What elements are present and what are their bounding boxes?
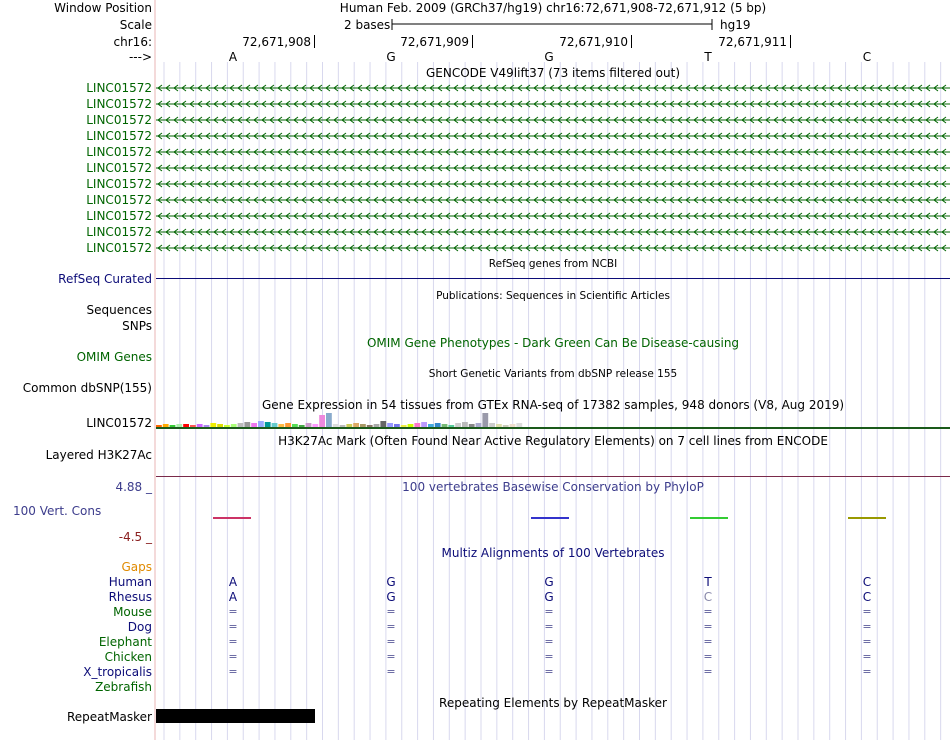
multiz-species-label[interactable]: Chicken [104,650,152,664]
gtex-tissue-bar [204,425,210,427]
gtex-tissue-bar [326,413,332,427]
gtex-tissue-bar [197,424,203,427]
gtex-tissue-bar [244,422,250,427]
sequences-label[interactable]: Sequences [86,303,152,317]
gencode-track-title: GENCODE V49lift37 (73 items filtered out) [425,66,680,80]
gtex-tissue-bar [258,421,264,427]
gencode-transcript-line[interactable] [156,162,950,174]
window-position-label: Window Position [54,1,152,15]
multiz-species-label[interactable]: Rhesus [108,590,152,604]
ruler-tick [314,35,315,48]
multiz-base: = [228,620,238,633]
gencode-transcript-line[interactable] [156,242,950,254]
gtex-tissue-bar [489,423,495,427]
multiz-species-label[interactable]: Mouse [113,605,152,619]
gencode-transcript-line[interactable] [156,114,950,126]
h3k27ac-baseline [156,476,950,477]
gtex-tissue-bar [251,423,257,427]
base-letter: C [862,50,872,64]
omim-label[interactable]: OMIM Genes [76,350,152,364]
multiz-base: = [386,620,396,633]
gtex-tissue-bar [292,424,298,427]
gencode-transcript-label[interactable]: LINC01572 [86,241,152,255]
gencode-transcript-label[interactable]: LINC01572 [86,81,152,95]
gencode-transcript-label[interactable]: LINC01572 [86,97,152,111]
multiz-base: G [544,575,554,589]
multiz-base: = [862,650,872,663]
phylop-label[interactable]: 100 Vert. Cons [13,504,102,518]
gtex-tissue-bar [170,425,176,427]
base-letter: A [228,50,238,64]
multiz-base: G [386,575,396,589]
base-letter: T [704,50,712,64]
multiz-base: = [703,650,713,663]
multiz-species-label[interactable]: Dog [127,620,152,634]
phylop-signal[interactable] [156,510,950,526]
gencode-transcript-label[interactable]: LINC01572 [86,161,152,175]
gencode-transcript-line[interactable] [156,146,950,158]
gtex-tissue-bar [428,424,434,427]
repeatmasker-track-title: Repeating Elements by RepeatMasker [439,696,667,710]
gtex-tissue-bar [476,423,482,427]
gencode-transcript-line[interactable] [156,178,950,190]
multiz-base: = [544,620,554,633]
base-letter: G [386,50,396,64]
multiz-base: = [544,650,554,663]
gtex-tissue-bar [183,424,189,427]
multiz-base: = [703,605,713,618]
multiz-base: = [544,635,554,648]
gtex-tissue-bar [333,424,339,427]
chrom-label: chr16: [113,35,152,49]
gencode-transcript-line[interactable] [156,130,950,142]
gtex-tissue-bar [448,425,454,427]
multiz-track-title: Multiz Alignments of 100 Vertebrates [441,546,665,560]
gtex-tissue-bar [482,413,488,427]
multiz-base: = [862,635,872,648]
multiz-base: = [228,665,238,678]
multiz-base: C [862,575,872,589]
gtex-tissue-bar [340,425,346,427]
gtex-tissue-bar [401,425,407,427]
base-letter: G [544,50,554,64]
gtex-tissue-bar [319,415,325,427]
gtex-tissue-bar [346,424,352,427]
gtex-tissue-bar [360,424,366,427]
multiz-species-label[interactable]: X_tropicalis [83,665,152,679]
assembly-label: hg19 [720,18,751,32]
multiz-base: = [228,650,238,663]
gencode-transcript-line[interactable] [156,98,950,110]
gtex-tissue-bar [408,424,414,427]
multiz-base: = [228,635,238,648]
gtex-tissue-bar [421,422,427,427]
multiz-base: = [386,605,396,618]
snps-label[interactable]: SNPs [122,319,152,333]
gencode-transcript-label[interactable]: LINC01572 [86,177,152,191]
dbsnp-label[interactable]: Common dbSNP(155) [22,381,152,395]
multiz-species-label[interactable]: Zebrafish [95,680,152,694]
gtex-tissue-bar [156,425,162,427]
multiz-base: = [386,665,396,678]
ruler-tick [790,35,791,48]
gencode-transcript-label[interactable]: LINC01572 [86,209,152,223]
refseq-gene-line[interactable] [156,278,950,279]
gtex-tissue-bar [163,424,169,427]
gtex-tissue-bar [217,424,223,427]
multiz-base: G [544,590,554,604]
gtex-tissue-bar [414,423,420,427]
gtex-tissue-bar [285,423,291,427]
gtex-tissue-bar [516,423,522,427]
multiz-base: T [704,575,712,589]
phylop-max: 4.88 _ [115,480,152,494]
strand-label: ---> [128,50,152,64]
omim-track-title: OMIM Gene Phenotypes - Dark Green Can Be Disease-causing [366,336,740,350]
ruler-tick [631,35,632,48]
gtex-tissue-bar [503,425,509,427]
multiz-base: = [703,620,713,633]
gtex-label[interactable]: LINC01572 [86,416,152,430]
multiz-species-label[interactable]: Elephant [98,635,152,649]
multiz-base: = [703,665,713,678]
multiz-base: C [703,590,713,604]
gtex-tissue-bar [367,425,373,427]
ruler-position-label: 72,671,911 [718,35,787,49]
gtex-expression-bars[interactable] [156,410,950,430]
gtex-tissue-bar [265,422,271,427]
multiz-base: = [544,665,554,678]
window-position-value: Human Feb. 2009 (GRCh37/hg19) chr16:72,671,908-72,671,912 (5 bp) [339,1,767,15]
multiz-base: = [228,605,238,618]
gtex-tissue-bar [306,423,312,427]
gencode-transcript-line[interactable] [156,226,950,238]
ruler-position-label: 72,671,909 [400,35,469,49]
multiz-base: C [862,590,872,604]
refseq-track-title: RefSeq genes from NCBI [488,258,618,270]
multiz-base: = [862,620,872,633]
gencode-transcript-line[interactable] [156,194,950,206]
ruler-position-label: 72,671,910 [559,35,628,49]
multiz-base: = [386,635,396,648]
gtex-tissue-bar [510,424,516,427]
gencode-transcript-line[interactable] [156,82,950,94]
multiz-base: = [862,605,872,618]
gaps-label: Gaps [121,560,152,574]
gencode-transcript-line[interactable] [156,210,950,222]
gtex-tissue-bar [238,423,244,427]
multiz-base: A [228,575,238,589]
gencode-transcript-label[interactable]: LINC01572 [86,193,152,207]
refseq-label[interactable]: RefSeq Curated [58,272,152,286]
multiz-base: G [386,590,396,604]
gtex-tissue-bar [176,424,182,427]
ruler-position-label: 72,671,908 [242,35,311,49]
gtex-tissue-bar [224,425,230,427]
scale-label: Scale [119,18,152,32]
repeatmasker-element[interactable] [156,709,315,723]
multiz-base: = [862,665,872,678]
gtex-tissue-bar [374,424,380,427]
phylop-min: -4.5 _ [118,530,152,544]
multiz-species-label[interactable]: Human [108,575,152,589]
gtex-tissue-bar [210,423,216,427]
gtex-tissue-bar [380,421,386,427]
gtex-tissue-bar [312,424,318,427]
publications-track-title: Publications: Sequences in Scientific Articles [436,290,670,302]
gtex-tissue-bar [278,424,284,427]
gtex-tissue-bar [272,423,278,427]
gtex-tissue-bar [435,423,441,427]
multiz-base: = [386,650,396,663]
ruler-tick [472,35,473,48]
gtex-tissue-bar [353,423,359,427]
phylop-track-title: 100 vertebrates Basewise Conservation by PhyloP [402,480,704,494]
gencode-transcript-label[interactable]: LINC01572 [86,225,152,239]
gtex-tissue-bar [455,423,461,427]
multiz-base: A [228,590,238,604]
gtex-tissue-bar [394,424,400,427]
gtex-tissue-bar [496,424,502,427]
multiz-base: = [544,605,554,618]
gtex-tissue-bar [299,425,305,427]
gencode-transcript-label[interactable]: LINC01572 [86,145,152,159]
gtex-track-title: Gene Expression in 54 tissues from GTEx RNA-seq of 17382 samples, 948 donors (V8, Aug 2019) [261,398,845,412]
multiz-base: = [703,635,713,648]
dbsnp-track-title: Short Genetic Variants from dbSNP release 155 [428,368,678,380]
gtex-tissue-bar [442,424,448,427]
gencode-transcript-label[interactable]: LINC01572 [86,129,152,143]
gtex-tissue-bar [190,425,196,427]
gtex-tissue-bar [387,423,393,427]
gtex-tissue-bar [231,424,237,427]
gtex-tissue-bar [462,422,468,427]
gtex-tissue-bar [469,424,475,427]
scale-bar [390,17,718,31]
h3k27ac-track-title: H3K27Ac Mark (Often Found Near Active Regulatory Elements) on 7 cell lines from ENCODE [278,434,828,448]
h3k27ac-label[interactable]: Layered H3K27Ac [45,448,152,462]
repeatmasker-label[interactable]: RepeatMasker [66,710,152,724]
scale-value: 2 bases [344,18,391,32]
gencode-transcript-label[interactable]: LINC01572 [86,113,152,127]
